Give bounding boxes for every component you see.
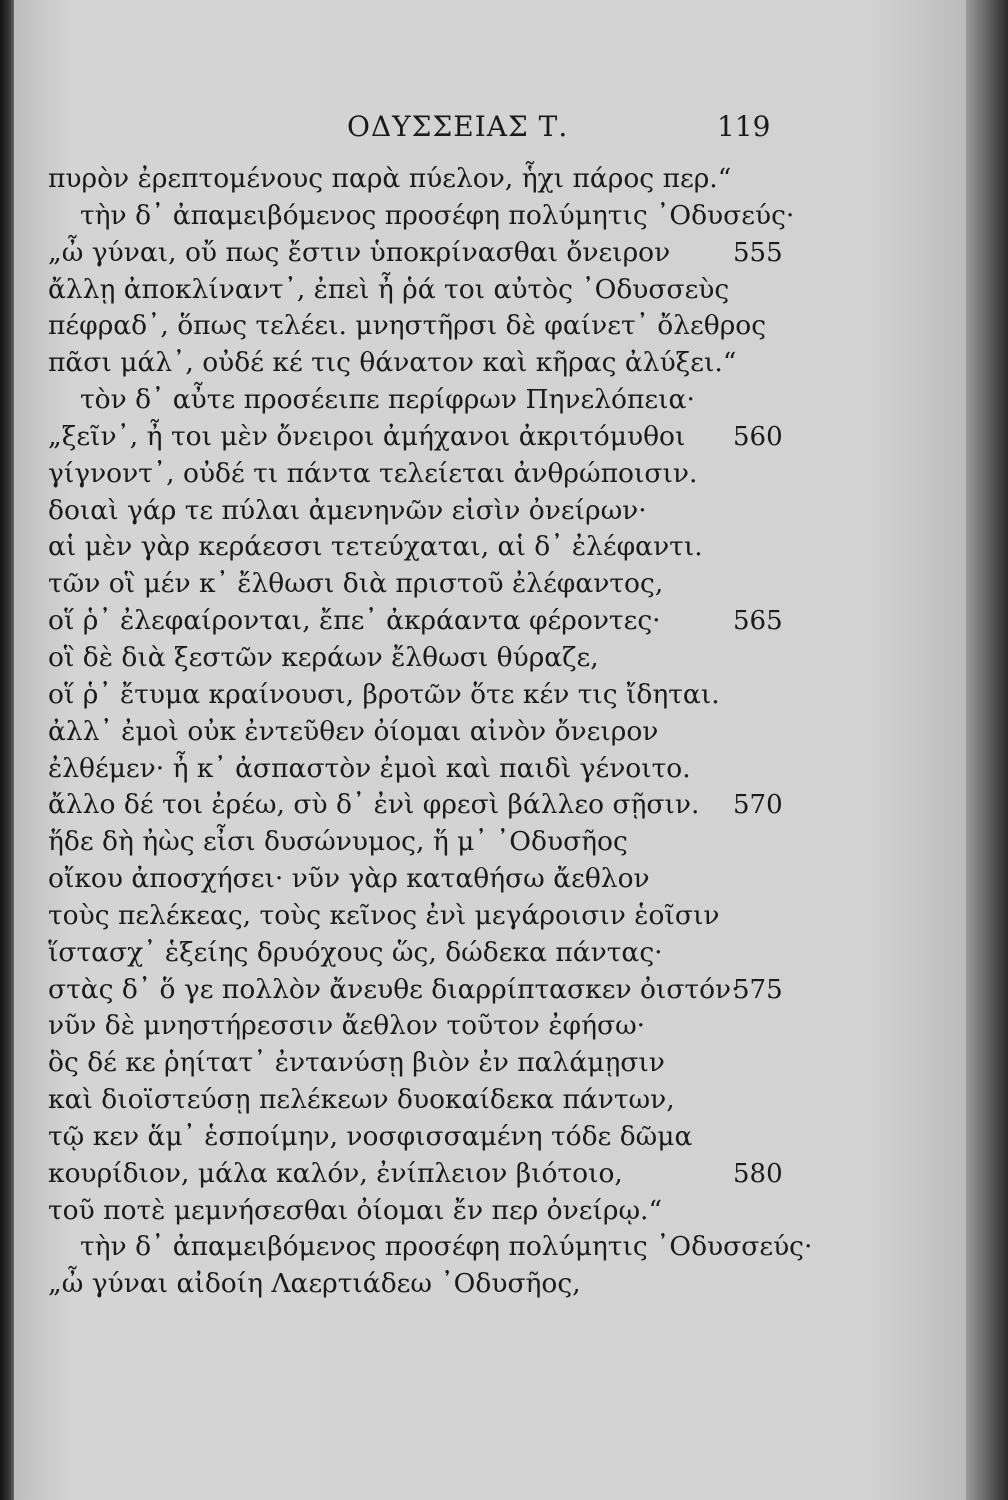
verse-line-text: „ὦ γύναι, οὔ πως ἔστιν ὑποκρίνασθαι ὄνειρον (48, 236, 671, 268)
verse-line (48, 714, 788, 751)
verse-line (48, 1119, 788, 1156)
verse-line-text: καὶ διοϊστεύσῃ πελέκεων δυοκαίδεκα πάντων, (48, 1084, 675, 1116)
verse-line (48, 751, 788, 788)
verse-line (48, 493, 788, 530)
book-binding-edge (0, 0, 14, 1500)
verse-line-text: πυρὸν ἐρεπτομένους παρὰ πύελον, ἧχι πάρος περ.“ (48, 163, 732, 194)
verse-line (48, 1193, 788, 1230)
page-header (14, 110, 966, 150)
verse-line-text: οἴκου ἀποσχήσει· νῦν γὰρ καταθήσω ἄεθλον (48, 863, 650, 895)
verse-line-text: τὸν δ᾽ αὖτε προσέειπε περίφρων Πηνελόπεια· (80, 384, 695, 416)
verse-line-text: γίγνοντ᾽, οὐδέ τι πάντα τελείεται ἀνθρώποισιν. (48, 457, 698, 489)
verse-line-text: οἵ ῥ᾽ ἔτυμα κραίνουσι, βροτῶν ὅτε κέν τις ἴδηται. (48, 678, 720, 710)
running-head: ΟΔΥΣΣΕΙΑΣ Τ. (347, 110, 569, 143)
page-right-edge (966, 0, 1008, 1500)
verse-line (48, 1082, 788, 1119)
verse-line (48, 529, 788, 566)
verse-line (48, 824, 788, 861)
verse-line-number: 580 (733, 1158, 783, 1189)
verse-line (48, 382, 788, 419)
verse-line-text: ἥδε δὴ ἠὼς εἶσι δυσώνυμος, ἥ μ᾽ ᾽Οδυσῆος (48, 826, 628, 858)
verse-line-text: πᾶσι μάλ᾽, οὐδέ κέ τις θάνατον καὶ κῆρας ἀλύξει.“ (48, 347, 737, 379)
verse-line-number: 560 (733, 421, 783, 452)
verse-line (48, 1229, 813, 1266)
verse-line (48, 898, 788, 935)
verse-line (48, 235, 788, 272)
verse-line-text: „ὦ γύναι αἰδοίη Λαερτιάδεω ᾽Οδυσῆος, (48, 1268, 581, 1300)
verse-line-text: τοῦ ποτὲ μεμνήσεσθαι ὀίομαι ἔν περ ὀνείρῳ.“ (48, 1194, 663, 1226)
verse-line (48, 1266, 788, 1303)
page-number: 119 (717, 110, 771, 143)
verse-line-number: 570 (733, 790, 783, 821)
verse-line (48, 787, 788, 824)
verse-line (48, 677, 788, 714)
verse-line (48, 456, 788, 493)
verse-line (48, 308, 788, 345)
verse-line-text: ἄλλο δέ τοι ἐρέω, σὺ δ᾽ ἐνὶ φρεσὶ βάλλεο σῇσιν. (48, 789, 700, 821)
verse-line-text: αἱ μὲν γὰρ κεράεσσι τετεύχαται, αἱ δ᾽ ἐλέφαντι. (48, 531, 703, 563)
verse-line (48, 419, 788, 456)
verse-line (48, 1008, 788, 1045)
verse-line-text: ἵστασχ᾽ ἑξείης δρυόχους ὥς, δώδεκα πάντας· (48, 936, 663, 968)
verse-line (48, 198, 795, 235)
verse-line-text: δοιαὶ γάρ τε πύλαι ἀμενηνῶν εἰσὶν ὀνείρων· (48, 494, 647, 526)
verse-line-text: οἵ ῥ᾽ ἐλεφαίρονται, ἔπε᾽ ἀκράαντα φέροντες· (48, 605, 661, 637)
verse-line-text: τοὺς πελέκεας, τοὺς κεῖνος ἐνὶ μεγάροισιν ἑοῖσιν (48, 899, 720, 931)
verse-text-block (48, 161, 813, 1303)
verse-line (48, 603, 788, 640)
verse-line-text: ἄλλῃ ἀποκλίναντ᾽, ἐπεὶ ἦ ῥά τοι αὐτὸς ᾽Οδυσσεὺς (48, 273, 730, 305)
verse-line (48, 640, 788, 677)
verse-line (48, 161, 788, 198)
verse-line-text: πέφραδ᾽, ὅπως τελέει. μνηστῆρσι δὲ φαίνετ᾽ ὄλεθρος (48, 310, 767, 342)
verse-line-text: τὴν δ᾽ ἀπαμειβόμενος προσέφη πολύμητις ᾽Οδυσεύς· (80, 199, 795, 231)
verse-line-text: „ξεῖν᾽, ἦ τοι μὲν ὄνειροι ἀμήχανοι ἀκριτόμυθοι (48, 420, 686, 452)
verse-line-number: 555 (733, 237, 783, 268)
verse-line-text: τῶν οἳ μέν κ᾽ ἔλθωσι διὰ πριστοῦ ἐλέφαντος, (48, 568, 664, 600)
verse-line-text: οἳ δὲ διὰ ξεστῶν κεράων ἔλθωσι θύραζε, (48, 641, 599, 673)
verse-line-text: ἐλθέμεν· ἦ κ᾽ ἀσπαστὸν ἐμοὶ καὶ παιδὶ γένοιτο. (48, 752, 691, 784)
verse-line (48, 345, 788, 382)
verse-line-number: 575 (733, 974, 783, 1005)
verse-line-number: 565 (733, 606, 783, 637)
verse-line (48, 1156, 788, 1193)
verse-line-text: τῷ κεν ἅμ᾽ ἑσποίμην, νοσφισσαμένη τόδε δῶμα (48, 1120, 693, 1152)
verse-line (48, 566, 788, 603)
verse-line (48, 935, 788, 972)
verse-line-text: κουρίδιον, μάλα καλόν, ἐνίπλειον βιότοιο, (48, 1157, 623, 1189)
verse-line-text: νῦν δὲ μνηστήρεσσιν ἄεθλον τοῦτον ἐφήσω· (48, 1010, 646, 1042)
verse-line (48, 1045, 788, 1082)
verse-line-text: ὃς δέ κε ῥηίτατ᾽ ἐντανύσῃ βιὸν ἐν παλάμῃσιν (48, 1047, 665, 1079)
verse-line (48, 861, 788, 898)
verse-line (48, 272, 788, 309)
book-page (14, 0, 966, 1500)
verse-line-text: ἀλλ᾽ ἐμοὶ οὐκ ἐντεῦθεν ὀίομαι αἰνὸν ὄνειρον (48, 715, 659, 747)
verse-line-text: τὴν δ᾽ ἀπαμειβόμενος προσέφη πολύμητις ᾽Οδυσσεύς· (80, 1231, 813, 1263)
verse-line-text: στὰς δ᾽ ὅ γε πολλὸν ἄνευθε διαρρίπτασκεν ὀιστόν· (48, 973, 740, 1005)
verse-line (48, 972, 788, 1009)
